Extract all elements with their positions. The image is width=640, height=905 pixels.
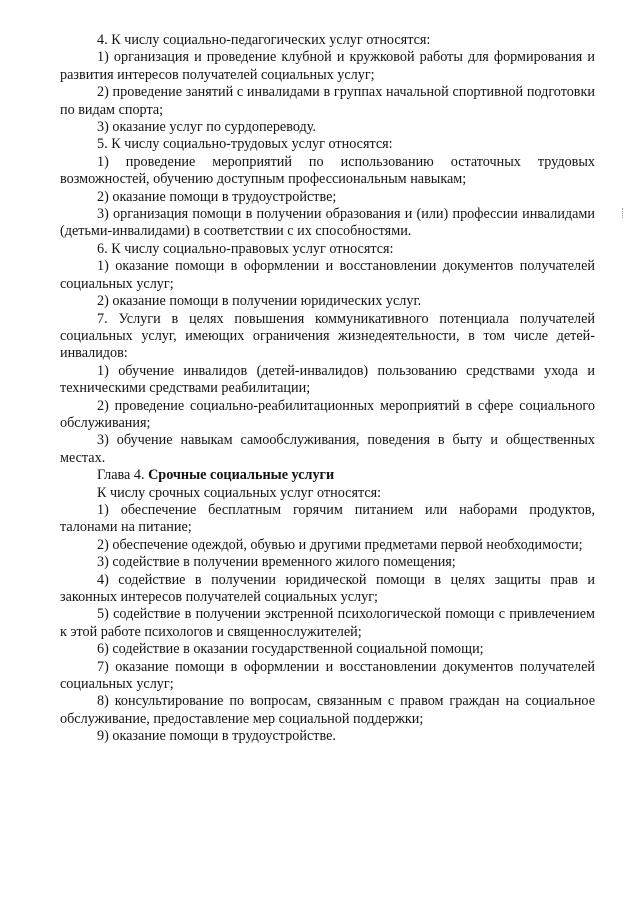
list-item: 2) оказание помощи в получении юридических услуг. (97, 293, 422, 310)
list-item: 1) проведение мероприятий по использованию остаточных трудовых возможностей, обучению доступным профессиональным навыкам; (60, 153, 595, 188)
list-item: 2) проведение социально-реабилитационных мероприятий в сфере социального обслуживания; (60, 397, 595, 431)
section-7-heading: 7. Услуги в целях повышения коммуникативного потенциала получателей социальных услуг, имеющих ограничения жизнедеятельности, в том числе детей-инвалидов: (60, 310, 595, 362)
list-item: 3) организация помощи в получении образования и (или) профессии инвалидами (детьми-инвалидами) в соответствии с их способностями. (60, 206, 595, 240)
list-item: 3) содействие в получении временного жилого помещения; (97, 554, 456, 571)
list-item: 8) консультирование по вопросам, связанным с правом граждан на социальное обслуживание, предоставление мер социальной поддержки; (60, 693, 595, 727)
section-6-heading: 6. К числу социально-правовых услуг относятся: (97, 240, 394, 257)
list-item: 1) организация и проведение клубной и кружковой работы для формирования и развития интересов получателей социальных услуг; (60, 49, 595, 83)
section-4-heading: 4. К числу социально-педагогических услуг относятся: (97, 32, 431, 48)
list-item: 2) проведение занятий с инвалидами в группах начальной спортивной подготовки по видам спорта; (60, 84, 595, 118)
urgent-services-intro: К числу срочных социальных услуг относятся: (97, 484, 382, 501)
list-item: 1) обучение инвалидов (детей-инвалидов) пользованию средствами ухода и техническими средствами реабилитации; (60, 362, 595, 397)
chapter-prefix: Глава 4. (97, 467, 149, 484)
list-item: 2) обеспечение одеждой, обувью и другими предметами первой необходимости; (97, 536, 583, 553)
list-item: 1) оказание помощи в оформлении и восстановлении документов получателей социальных услуг; (60, 258, 595, 292)
list-item: 3) оказание услуг по сурдопереводу. (97, 119, 316, 136)
scan-margin-mark (622, 208, 625, 218)
list-item: 9) оказание помощи в трудоустройстве. (97, 728, 336, 745)
list-item: 1) обеспечение бесплатным горячим питанием или наборами продуктов, талонами на питание; (60, 501, 595, 536)
chapter-title: Срочные социальные услуги (148, 467, 335, 484)
section-5-heading: 5. К числу социально-трудовых услуг относятся: (97, 136, 393, 153)
list-item: 2) оказание помощи в трудоустройстве; (97, 188, 337, 205)
list-item: 7) оказание помощи в оформлении и восстановлении документов получателей социальных услуг; (60, 658, 595, 693)
chapter-4-heading (60, 467, 595, 484)
list-item: 6) содействие в оказании государственной социальной помощи; (97, 641, 484, 658)
list-item: 3) обучение навыкам самообслуживания, поведения в быту и общественных местах. (60, 432, 595, 466)
list-item: 5) содействие в получении экстренной психологической помощи с привлечением к этой работе психологов и священнослужителей; (60, 606, 595, 640)
list-item: 4) содействие в получении юридической помощи в целях защиты прав и законных интересов получателей социальных услуг; (60, 571, 595, 605)
document-body (60, 32, 595, 746)
